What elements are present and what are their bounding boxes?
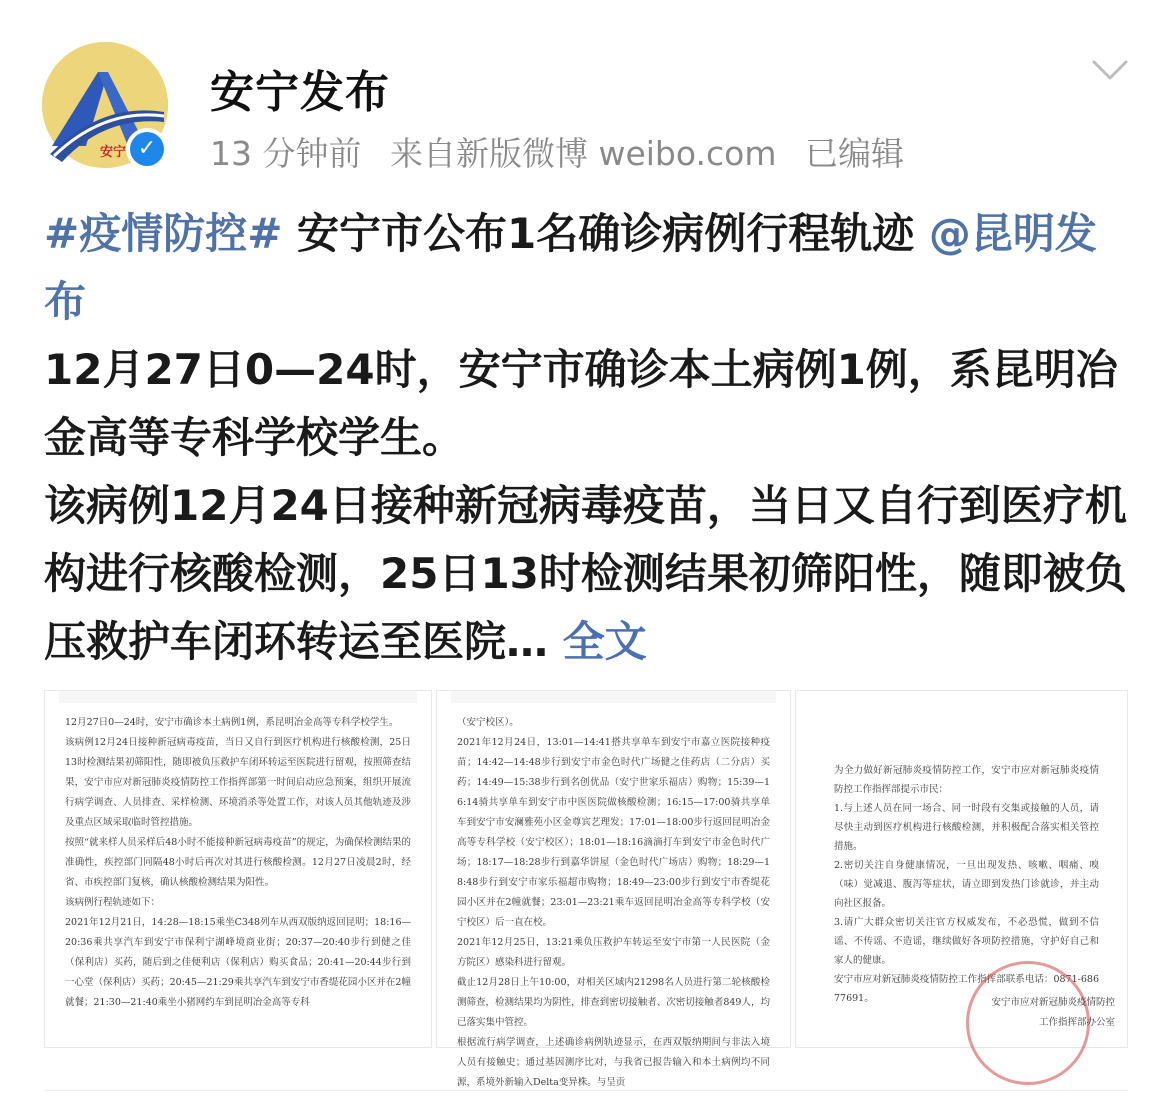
doc-paragraph: 2021年12月21日，14:28—18:15乘坐C348列车从西双版纳返回昆明；18:16—20:36乘共享汽车到安宁市保利宁湖峰境商业街；20:37—20:40步行到健之佳（保利店）买药，随后到之佳便利店（保利店）购买食品；20:41—20:44步行到一心堂（保利店）买药；20:45—21:29乘共享汽车到安宁市香缇花园小区并在2幢就餐；21:30—21:40乘坐小猪网约车到昆明冶金高等专科 xyxy=(65,917,411,1008)
doc-paragraph: （安宁校区）。 xyxy=(457,717,519,728)
doc-paragraph: 该病例行程轨迹如下： xyxy=(65,897,161,908)
post-source[interactable]: 来自新版微博 weibo.com xyxy=(389,134,777,173)
doc-paragraph: 2.密切关注自身健康情况，一旦出现发热、咳嗽、咽痛、嗅（味）觉减退、腹泻等症状，请立即到发热门诊就诊，并主动向社区报备。 xyxy=(834,860,1099,909)
post-time: 13 分钟前 xyxy=(210,134,362,173)
post-title-line xyxy=(44,200,1134,336)
doc-body xyxy=(796,691,1127,1008)
doc-paragraph: 该病例12月24日接种新冠病毒疫苗，当日又自行到医疗机构进行核酸检测，25日13时检测结果初筛阳性，随即被负压救护车闭环转运至医院进行留观，按照筛查结果，安宁市应对新冠肺炎疫情防控工作指挥部第一时间启动应急预案，组织开展流行病学调查、人员排查、采样检测、环境消杀等处置工作，对该人员其他轨迹及涉及重点区域采取临时管控措施。 xyxy=(65,737,411,828)
post-title-text: 安宁市公布1名确诊病例行程轨迹 xyxy=(282,209,915,258)
edited-label[interactable]: 已编辑 xyxy=(804,134,904,173)
post-paragraph-1: 12月27日0—24时，安宁市确诊本土病例1例，系昆明冶金高等专科学校学生。 xyxy=(44,345,1118,462)
doc-paragraph: 为全力做好新冠肺炎疫情防控工作，安宁市应对新冠肺炎疫情防控工作指挥部提示市民： xyxy=(834,765,1099,795)
doc-body xyxy=(45,703,431,1023)
doc-header-strip xyxy=(59,691,417,703)
post-image-2[interactable] xyxy=(436,690,791,1088)
doc-paragraph: 1.与上述人员在同一场合、同一时段有交集或接触的人员，请尽快主动到医疗机构进行核酸检测，并积极配合落实相关管控措施。 xyxy=(834,803,1099,852)
post-content xyxy=(44,200,1134,676)
doc-paragraph: 2021年12月25日，13:21乘负压救护车转运至安宁市第一人民医院（金方院区）感染科进行留观。 xyxy=(457,937,770,968)
post-paragraph-2 xyxy=(44,472,1134,676)
doc-paragraph: 按照“就来样人员采样后48小时不能接种新冠病毒疫苗”的规定，为确保检测结果的准确性，疾控部门同隔48小时后再次对其进行核酸检测。12月27日凌晨2时，经省、市疾控部门复核，确认核酸检测结果为阳性。 xyxy=(65,837,411,888)
post-image-3[interactable] xyxy=(795,690,1128,1048)
post-image-1[interactable] xyxy=(44,690,432,1048)
doc-header-strip xyxy=(451,691,776,703)
doc-body xyxy=(437,703,790,1103)
post-meta xyxy=(210,128,922,175)
divider xyxy=(44,1090,1128,1091)
verified-v-icon: ✓ xyxy=(130,132,164,166)
doc-signature-line: 工作指挥部办公室 xyxy=(1038,1017,1115,1028)
doc-paragraph: 根据流行病学调查，上述确诊病例轨迹显示，在西双版纳期间与非法入境人员有接触史；通过基因测序比对，与我省已报告输入和本土病例均不同源，系境外新输入Delta变异株。与呈贡 xyxy=(457,1037,770,1088)
author-name[interactable]: 安宁发布 xyxy=(210,67,390,118)
svg-text:安宁: 安宁 xyxy=(100,145,127,160)
hashtag-link[interactable]: #疫情防控# xyxy=(44,209,283,258)
doc-signature xyxy=(991,993,1115,1033)
doc-paragraph: 3.请广大群众密切关注官方权威发布，不必恐慌，做到不信谣、不传谣、不造谣，继续做好各项防控措施，守护好自己和家人的健康。 xyxy=(834,917,1099,966)
doc-paragraph: 2021年12月24日，13:01—14:41搭共享单车到安宁市嘉立医院接种疫苗；14:42—14:48步行到安宁市金色时代广场健之佳药店（二分店）买药；14:49—15:38步行到名创优品（安宁世家乐福店）购物；15:39—16:14骑共享单车到安宁市中医医院做核酸检测；16:15—17:00骑共享单车到安宁市安澜雅苑小区金尊宾艺理发；17:01—18:00步行返回昆明冶金高等专科学校（安宁校区）；18:01—18:16滴滴打车到安宁市金色时代广场；18:17—18:28步行到嘉华饼屋（金色时代广场店）购物；18:29—18:48步行到安宁市家乐福超市购物；18:49—23:00步行到安宁市香缇花园小区并在2幢就餐；23:01—23:21乘车返回昆明冶金高等专科学校（安宁校区）后一直在校。 xyxy=(457,737,770,928)
doc-paragraph: 截止12月28日上午10:00，对相关区域内21298名人员进行第二轮核酸检测筛查，检测结果均为阴性，排查到密切接触者、次密切接触者849人，均已落实集中管控。 xyxy=(457,977,770,1028)
read-more-link[interactable]: 全文 xyxy=(562,617,647,666)
doc-signature-line: 安宁市应对新冠肺炎疫情防控 xyxy=(991,997,1115,1008)
doc-paragraph: 安宁市应对新冠肺炎疫情防控工作指挥部联系电话：0871-68677691。 xyxy=(834,974,1099,1004)
chevron-down-icon[interactable] xyxy=(1090,56,1130,84)
verified-badge xyxy=(126,128,168,170)
mention-link[interactable]: @昆明发布 xyxy=(44,209,1097,326)
post-paragraph-2-text: 该病例12月24日接种新冠病毒疫苗，当日又自行到医疗机构进行核酸检测，25日13时检测结果初筛阳性，随即被负压救护车闭环转运至医院… xyxy=(44,481,1127,666)
doc-paragraph: 12月27日0—24时，安宁市确诊本土病例1例，系昆明冶金高等专科学校学生。 xyxy=(65,717,399,728)
